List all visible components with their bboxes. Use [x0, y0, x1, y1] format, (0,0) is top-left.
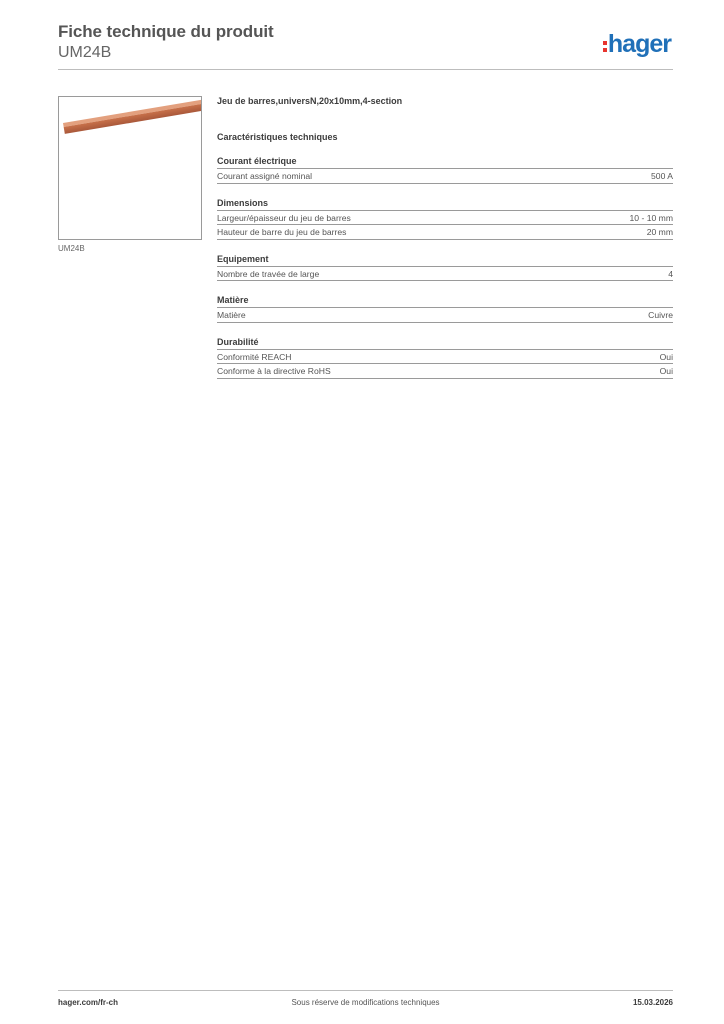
spec-section-material [217, 295, 673, 323]
product-image [58, 96, 202, 240]
tech-characteristics-heading: Caractéristiques techniques [217, 132, 338, 142]
spec-label: Largeur/épaisseur du jeu de barres [217, 212, 351, 223]
product-image-caption: UM24B [58, 244, 85, 253]
document-title: Fiche technique du produit [58, 22, 274, 41]
footer-notice: Sous réserve de modifications techniques [291, 998, 440, 1007]
spec-row [217, 169, 673, 184]
spec-section-durability [217, 337, 673, 379]
spec-row [217, 211, 673, 226]
spec-value: 20 mm [646, 227, 673, 237]
section-title: Dimensions [217, 198, 673, 211]
spec-label: Nombre de travée de large [217, 268, 320, 279]
section-title: Matière [217, 295, 673, 308]
spec-value: Oui [659, 351, 673, 362]
spec-value: 10 - 10 mm [629, 212, 673, 223]
section-title: Equipement [217, 254, 673, 267]
spec-section-dimensions [217, 198, 673, 240]
spec-content [217, 96, 673, 379]
footer-website-link[interactable]: hager.com/fr-ch [58, 998, 119, 1007]
hager-logo [603, 30, 671, 59]
spec-value: Oui [659, 366, 673, 376]
footer-divider [58, 990, 673, 991]
spec-row [217, 364, 673, 379]
spec-section-equipment [217, 254, 673, 282]
product-description: Jeu de barres,universN,20x10mm,4-section [217, 96, 403, 106]
section-title: Durabilité [217, 337, 673, 350]
spec-row [217, 225, 673, 240]
spec-label: Courant assigné nominal [217, 171, 313, 181]
product-reference: UM24B [58, 44, 112, 61]
page-header [58, 22, 673, 70]
spec-label: Conformité REACH [217, 351, 292, 362]
spec-row [217, 267, 673, 282]
spec-label: Conforme à la directive RoHS [217, 366, 331, 376]
spec-row [217, 308, 673, 323]
spec-section-electrical [217, 156, 673, 184]
spec-value: 500 A [651, 171, 673, 181]
spec-row [217, 350, 673, 365]
spec-label: Hauteur de barre du jeu de barres [217, 227, 347, 237]
busbar-picture [63, 100, 202, 135]
logo-dots-icon [603, 41, 607, 52]
spec-value: Cuivre [648, 310, 673, 320]
spec-value: 4 [668, 268, 673, 279]
footer-date: 15.03.2026 [632, 998, 673, 1007]
logo-text: hager [607, 30, 671, 58]
header-divider [58, 69, 673, 70]
section-title: Courant électrique [217, 156, 673, 169]
spec-label: Matière [217, 310, 246, 320]
